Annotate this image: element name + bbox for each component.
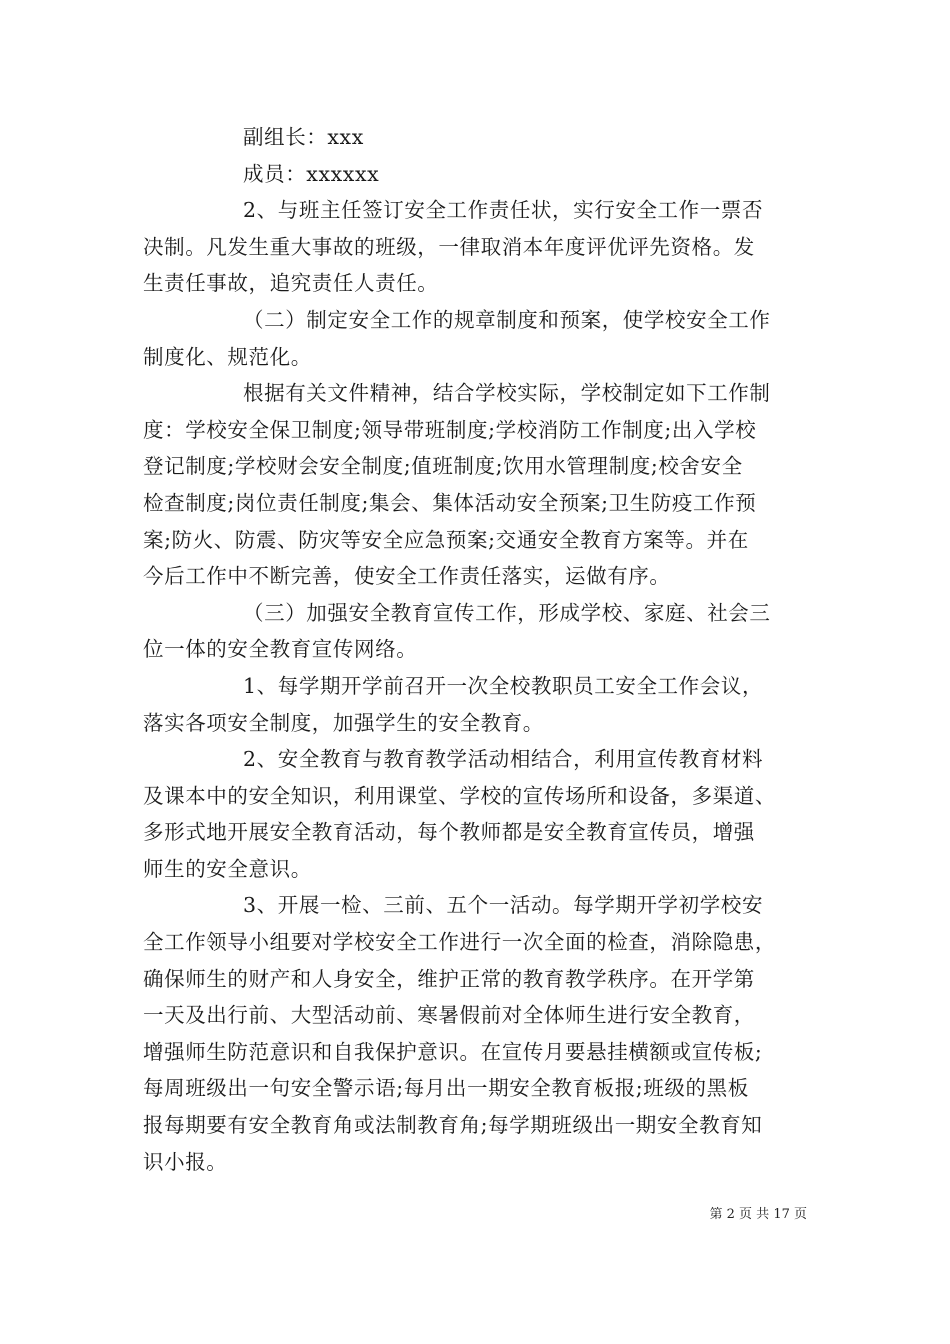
- text-line: 制度化、规范化。: [143, 344, 312, 369]
- page-number-footer: 第 2 页 共 17 页: [709, 1207, 807, 1222]
- text-line: 2、安全教育与教育教学活动相结合，利用宣传教育材料: [243, 747, 764, 772]
- text-line: 检查制度;岗位责任制度;集会、集体活动安全预案;卫生防疫工作预: [143, 490, 757, 515]
- text-line: 报每期要有安全教育角或法制教育角;每学期班级出一期安全教育知: [143, 1113, 763, 1138]
- text-line: 位一体的安全教育宣传网络。: [143, 637, 418, 662]
- text-line: 师生的安全意识。: [143, 856, 312, 881]
- text-line: （二）制定安全工作的规章制度和预案，使学校安全工作: [243, 307, 771, 332]
- text-line: （三）加强安全教育宣传工作，形成学校、家庭、社会三: [243, 600, 771, 625]
- text-line: 生责任事故，追究责任人责任。: [143, 271, 439, 296]
- text-line: 成员：xxxxxx: [243, 161, 380, 186]
- text-line: 根据有关文件精神，结合学校实际，学校制定如下工作制: [243, 381, 771, 406]
- text-line: 今后工作中不断完善，使安全工作责任落实，运做有序。: [143, 564, 671, 589]
- text-line: 全工作领导小组要对学校安全工作进行一次全面的检查，消除隐患，: [143, 930, 776, 955]
- text-line: 每周班级出一句安全警示语;每月出一期安全教育板报;班级的黑板: [143, 1076, 749, 1101]
- text-line: 3、开展一检、三前、五个一活动。每学期开学初学校安: [243, 893, 764, 918]
- text-line: 一天及出行前、大型活动前、寒暑假前对全体师生进行安全教育，: [143, 1003, 755, 1028]
- document-body: [143, 119, 807, 1180]
- text-line: 增强师生防范意识和自我保护意识。在宣传月要悬挂横额或宣传板;: [143, 1039, 763, 1064]
- text-line: 副组长：xxx: [243, 125, 364, 149]
- text-line: 落实各项安全制度，加强学生的安全教育。: [143, 710, 544, 735]
- text-line: 案;防火、防震、防灾等安全应急预案;交通安全教育方案等。并在: [143, 527, 749, 552]
- text-line: 决制。凡发生重大事故的班级，一律取消本年度评优评先资格。发: [143, 234, 755, 259]
- text-line: 多形式地开展安全教育活动，每个教师都是安全教育宣传员，增强: [143, 820, 755, 845]
- text-line: 1、每学期开学前召开一次全校教职员工安全工作会议，: [243, 673, 764, 698]
- text-line: 确保师生的财产和人身安全，维护正常的教育教学秩序。在开学第: [143, 966, 755, 991]
- text-line: 2、与班主任签订安全工作责任状，实行安全工作一票否: [243, 198, 764, 223]
- text-line: 登记制度;学校财会安全制度;值班制度;饮用水管理制度;校舍安全: [143, 454, 743, 479]
- text-line: 识小报。: [143, 1149, 228, 1174]
- text-line: 及课本中的安全知识，利用课堂、学校的宣传场所和设备，多渠道、: [143, 783, 776, 808]
- text-line: 度：学校安全保卫制度;领导带班制度;学校消防工作制度;出入学校: [143, 417, 757, 442]
